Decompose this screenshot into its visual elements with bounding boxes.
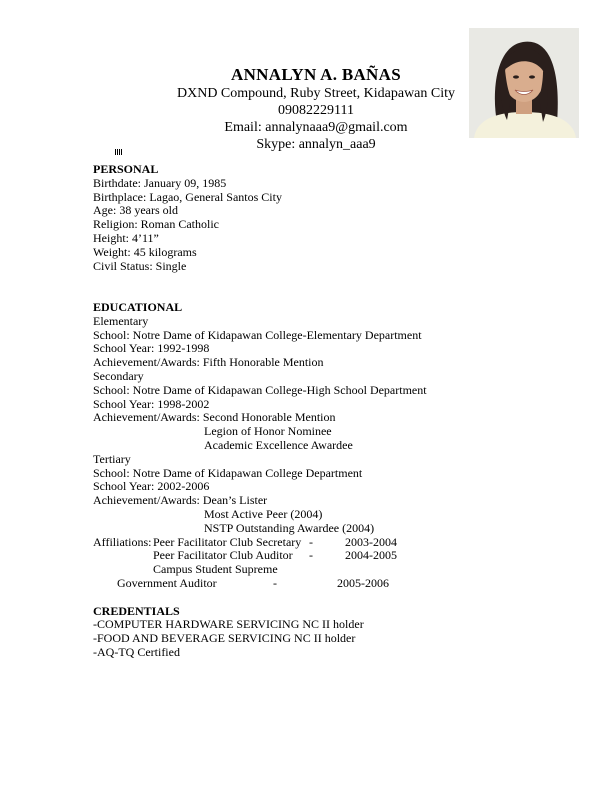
tertiary-school: School: Notre Dame of Kidapawan College Department	[93, 465, 363, 480]
affiliation-row	[93, 549, 513, 563]
profile-photo	[469, 28, 579, 138]
skype-id: Skype: annalyn_aaa9	[256, 137, 376, 152]
section-title-educational: EDUCATIONAL	[93, 299, 183, 314]
tertiary-year: School Year: 2002-2006	[93, 479, 210, 494]
affiliation-row	[93, 536, 513, 550]
personal-weight: Weight: 45 kilograms	[93, 244, 197, 259]
affiliations-label: Affiliations:	[93, 534, 152, 549]
tertiary-award-item: NSTP Outstanding Awardee (2004)	[204, 520, 375, 535]
resume-body	[93, 163, 513, 660]
resume-header	[140, 64, 492, 153]
secondary-awards: Achievement/Awards: Second Honorable Mention	[93, 410, 336, 425]
credential-item: -COMPUTER HARDWARE SERVICING NC II holder	[93, 617, 364, 632]
affiliation-years: 2004-2005	[345, 548, 397, 563]
email-address: Email: annalynaaa9@gmail.com	[224, 120, 408, 135]
elementary-school: School: Notre Dame of Kidapawan College-Elementary Department	[93, 327, 422, 342]
address: DXND Compound, Ruby Street, Kidapawan City	[176, 86, 456, 101]
affiliation-years: 2003-2004	[345, 534, 397, 549]
secondary-school: School: Notre Dame of Kidapawan College-High School Department	[93, 382, 427, 397]
tertiary-level: Tertiary	[93, 451, 131, 466]
tertiary-award-item: Most Active Peer (2004)	[204, 506, 323, 521]
affiliation-dash: -	[309, 534, 313, 549]
elementary-level: Elementary	[93, 313, 149, 328]
secondary-level: Secondary	[93, 368, 144, 383]
personal-civil-status: Civil Status: Single	[93, 258, 187, 273]
small-mark-icon	[115, 149, 122, 155]
affiliation-row	[93, 577, 513, 591]
personal-birthdate: Birthdate: January 09, 1985	[93, 175, 227, 190]
credential-item: -FOOD AND BEVERAGE SERVICING NC II holder	[93, 631, 356, 646]
section-title-personal: PERSONAL	[93, 162, 159, 176]
affiliation-dash: -	[273, 575, 277, 590]
affiliation-role: Peer Facilitator Club Auditor	[153, 548, 293, 563]
affiliation-campus: Campus Student Supreme	[153, 562, 278, 577]
portrait-photo-icon	[469, 28, 579, 138]
applicant-name: ANNALYN A. BAÑAS	[231, 65, 401, 84]
affiliation-role: Peer Facilitator Club Secretary	[153, 534, 302, 549]
secondary-year: School Year: 1998-2002	[93, 396, 210, 411]
phone-number: 09082229111	[278, 103, 354, 118]
secondary-award-item: Legion of Honor Nominee	[204, 424, 332, 439]
personal-height: Height: 4’11”	[93, 230, 159, 245]
section-title-credentials: CREDENTIALS	[93, 603, 180, 618]
personal-birthplace: Birthplace: Lagao, General Santos City	[93, 189, 282, 204]
affiliation-years: 2005-2006	[337, 575, 389, 590]
affiliation-role: Government Auditor	[117, 575, 217, 590]
elementary-awards: Achievement/Awards: Fifth Honorable Mention	[93, 355, 324, 370]
elementary-year: School Year: 1992-1998	[93, 341, 210, 356]
secondary-award-item: Academic Excellence Awardee	[204, 437, 353, 452]
personal-age: Age: 38 years old	[93, 203, 178, 218]
personal-religion: Religion: Roman Catholic	[93, 217, 219, 232]
tertiary-awards: Achievement/Awards: Dean’s Lister	[93, 493, 268, 508]
credential-item: -AQ-TQ Certified	[93, 644, 180, 659]
affiliation-dash: -	[309, 548, 313, 563]
